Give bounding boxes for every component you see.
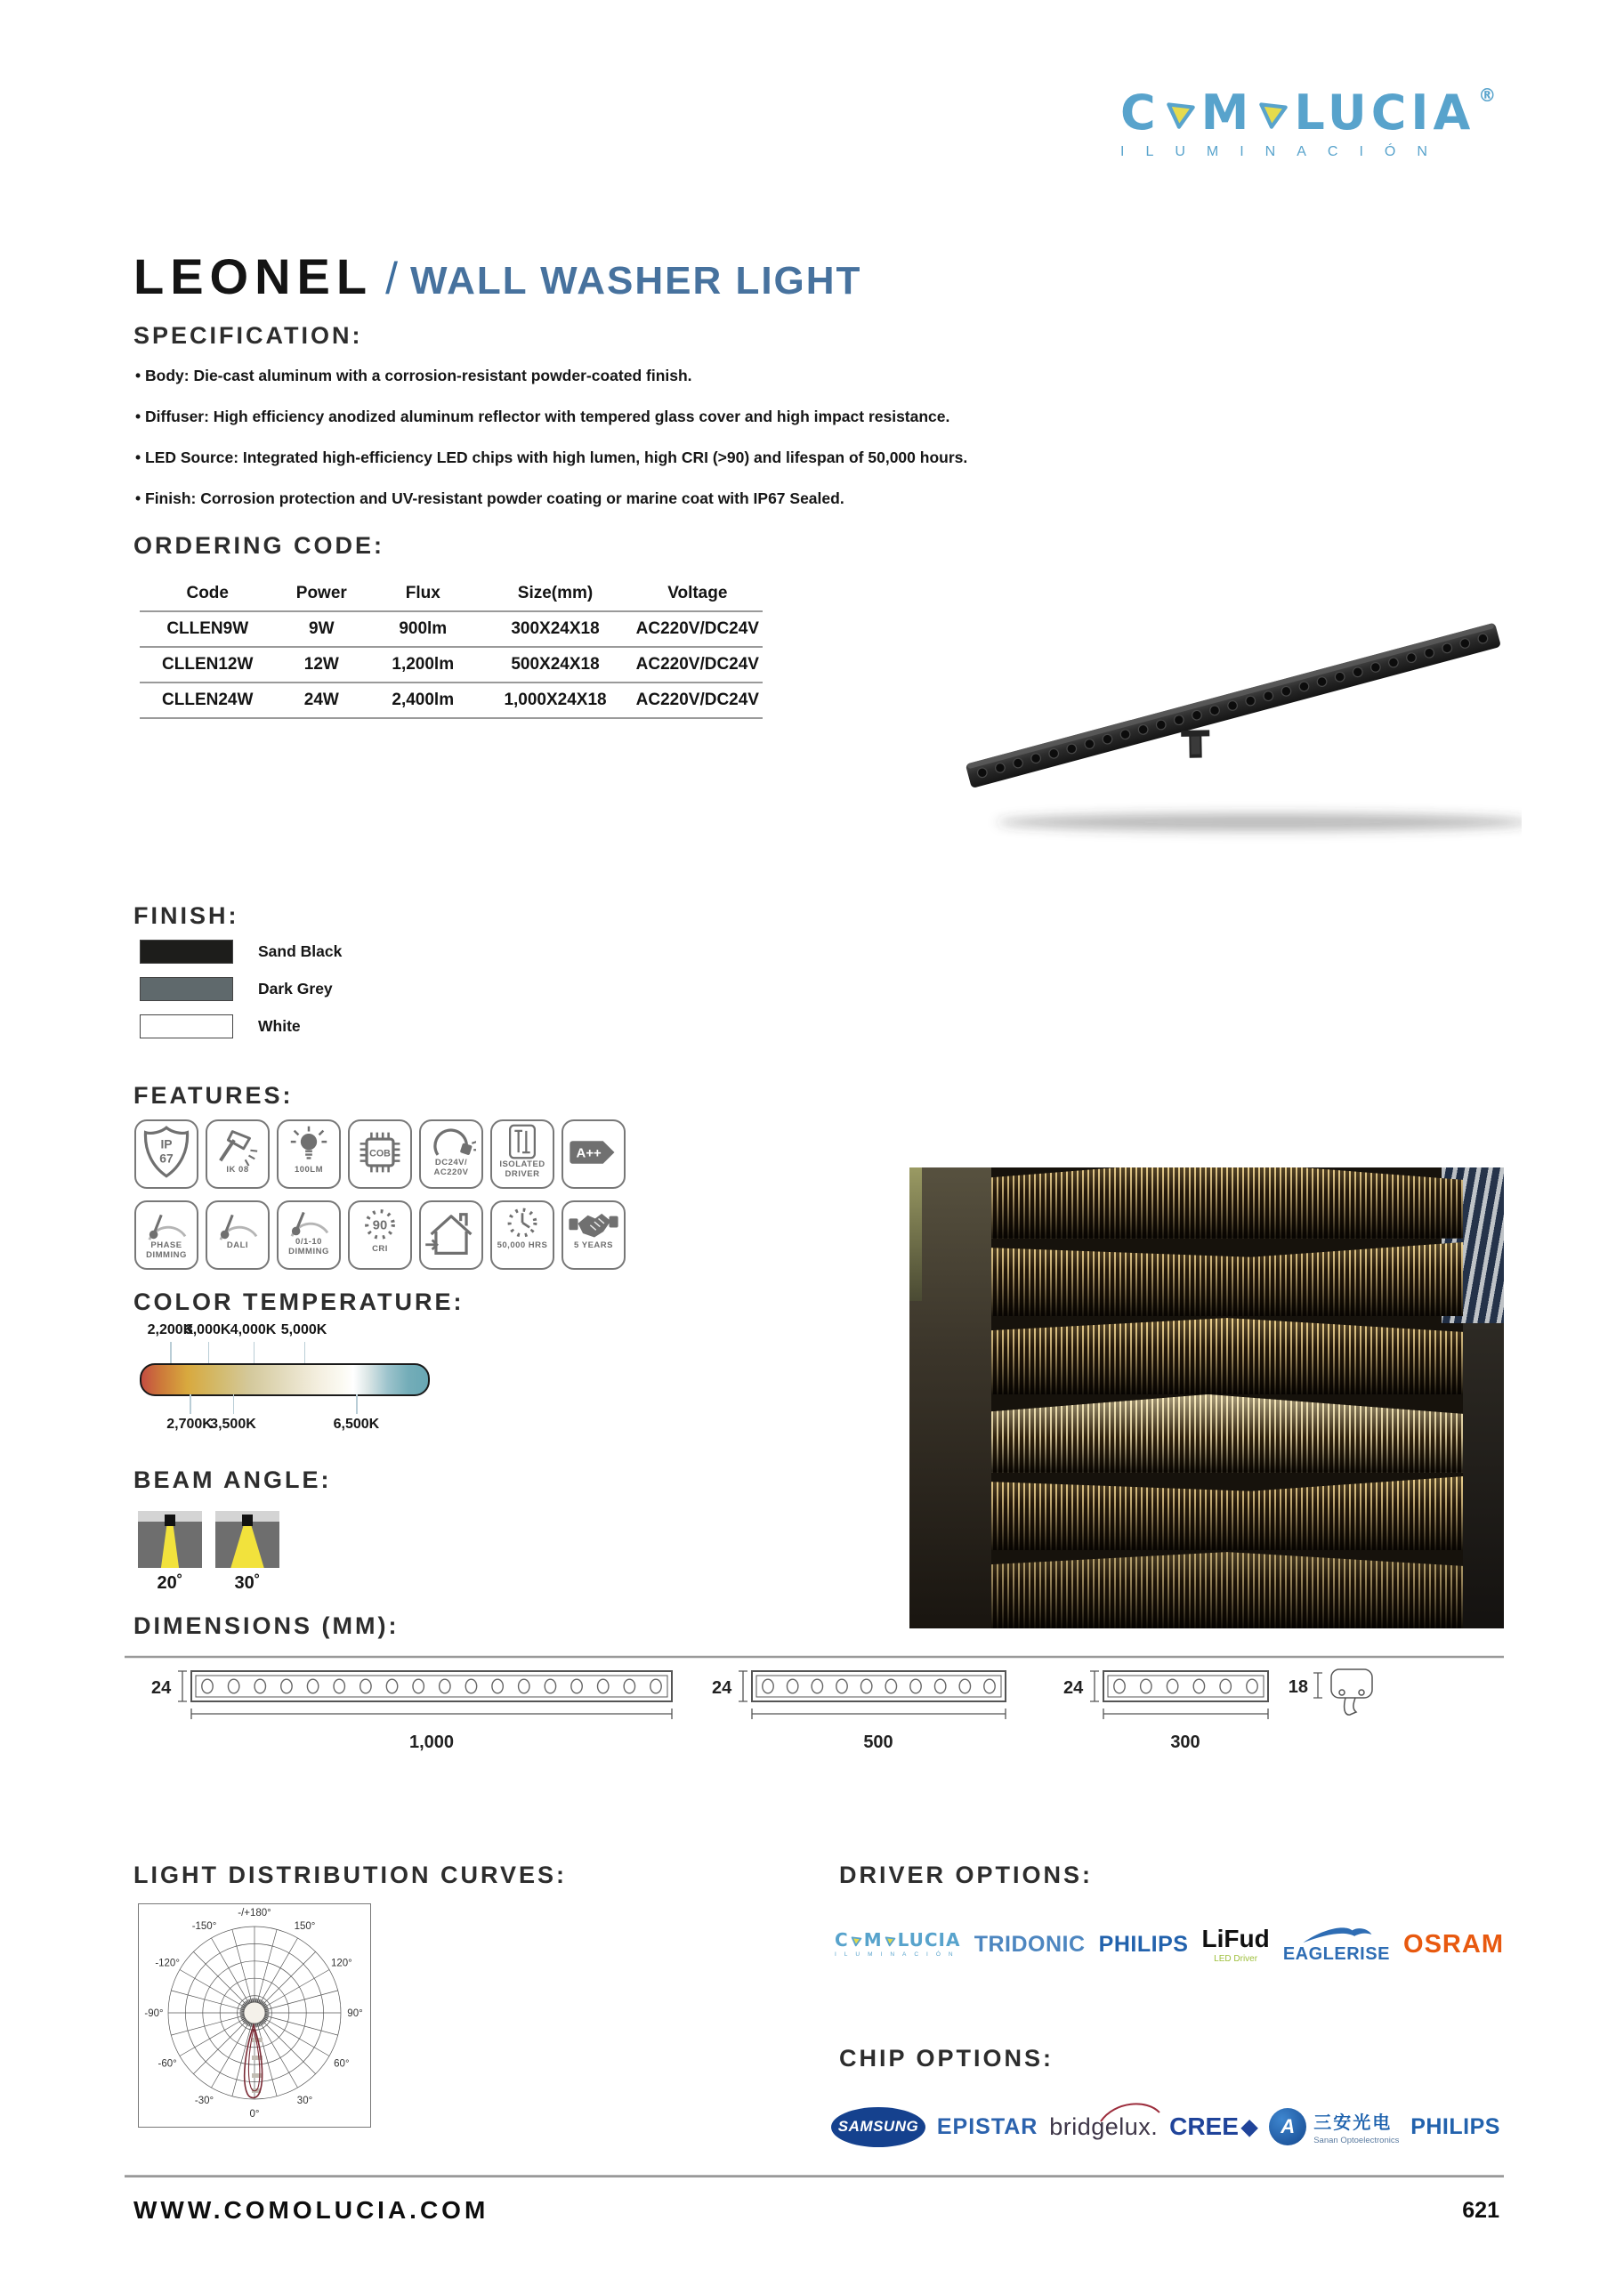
features-heading: FEATURES: bbox=[133, 1082, 294, 1109]
features-grid bbox=[134, 1119, 626, 1270]
ordering-heading: ORDERING CODE: bbox=[133, 532, 385, 559]
svg-text:30°: 30° bbox=[296, 2095, 313, 2106]
dimensions-heading: DIMENSIONS (MM): bbox=[133, 1612, 400, 1639]
driver-options-heading: DRIVER OPTIONS: bbox=[839, 1862, 1094, 1888]
pick-icon bbox=[850, 1935, 863, 1948]
svg-text:COB: COB bbox=[369, 1148, 391, 1159]
energy-label-icon bbox=[565, 1121, 622, 1183]
col-power: Power bbox=[275, 577, 368, 611]
product-name: LEONEL bbox=[133, 248, 374, 304]
footer-divider bbox=[125, 2175, 1504, 2177]
finish-option bbox=[140, 977, 333, 1001]
cob-chip-icon bbox=[351, 1121, 408, 1183]
table-header-row bbox=[140, 577, 763, 611]
polar-chart bbox=[138, 1903, 371, 2128]
color-swatch bbox=[140, 940, 233, 964]
plug-icon bbox=[426, 1121, 476, 1160]
page-number: 621 bbox=[1462, 2198, 1499, 2223]
dimmer-dial-icon bbox=[283, 1202, 335, 1240]
page-title bbox=[133, 247, 861, 305]
cree-logo: CREE ◆ bbox=[1169, 2112, 1258, 2140]
feature-phase-dimming: PHASE DIMMING bbox=[134, 1200, 198, 1270]
svg-text:-/+180°: -/+180° bbox=[238, 1908, 271, 1919]
spec-bullet: • Finish: Corrosion protection and UV-resistant powder coating or marine coat with IP67 Sealed. bbox=[135, 489, 844, 508]
eagle-swoosh-icon bbox=[1298, 1925, 1375, 1944]
finish-option bbox=[140, 1014, 301, 1038]
scale-tick bbox=[170, 1342, 172, 1363]
logo-letter: LUCIA bbox=[1294, 85, 1475, 141]
svg-text:120°: 120° bbox=[330, 1958, 352, 1969]
feature-isolated-driver: ISOLATED DRIVER bbox=[490, 1119, 554, 1189]
scale-tick bbox=[208, 1342, 210, 1363]
hammer-icon bbox=[212, 1121, 263, 1167]
house-icon bbox=[423, 1202, 480, 1264]
scale-tick bbox=[233, 1394, 235, 1414]
spec-bullet: • Body: Die-cast aluminum with a corrosion-resistant powder-coated finish. bbox=[135, 367, 692, 385]
col-size: Size(mm) bbox=[478, 577, 632, 611]
finish-option bbox=[140, 940, 342, 964]
svg-text:150°: 150° bbox=[294, 1921, 316, 1933]
svg-text:67: 67 bbox=[159, 1151, 174, 1166]
footer-website: WWW.COMOLUCIA.COM bbox=[133, 2196, 489, 2224]
clock-icon bbox=[498, 1202, 546, 1243]
svg-text:60°: 60° bbox=[334, 2058, 350, 2070]
color-temperature-heading: COLOR TEMPERATURE: bbox=[133, 1288, 465, 1315]
feature-energy-class bbox=[562, 1119, 626, 1189]
svg-text:18: 18 bbox=[1288, 1677, 1308, 1697]
scale-tick bbox=[304, 1342, 306, 1363]
logo-letter: C bbox=[1120, 85, 1160, 141]
pick-icon bbox=[1162, 96, 1200, 133]
bridgelux-logo: bridgelux. bbox=[1049, 2113, 1158, 2141]
application-photo bbox=[909, 1167, 1504, 1628]
brand-subtitle: ILUMINACIÓN bbox=[1120, 144, 1449, 159]
dimension-drawings bbox=[125, 1655, 1504, 1771]
svg-text:24: 24 bbox=[151, 1678, 172, 1698]
scale-tick bbox=[254, 1342, 255, 1363]
chip-logos-row bbox=[831, 2093, 1500, 2161]
feature-dali: DALI bbox=[206, 1200, 270, 1270]
spec-bullet: • LED Source: Integrated high-efficiency LED chips with high lumen, high CRI (>90) and lifespan of 50,000 hours. bbox=[135, 448, 967, 467]
chip-options-heading: CHIP OPTIONS: bbox=[839, 2045, 1054, 2072]
svg-text:24: 24 bbox=[712, 1678, 732, 1698]
col-code: Code bbox=[140, 577, 275, 611]
photo-lit-tower bbox=[991, 1167, 1463, 1628]
brand-logo bbox=[1120, 85, 1539, 160]
eaglerise-logo: EAGLERISE bbox=[1283, 1925, 1390, 1965]
feature-lifespan: 50,000 HRS bbox=[490, 1200, 554, 1270]
pick-icon bbox=[884, 1935, 897, 1948]
driver-logos-row bbox=[835, 1913, 1504, 1975]
svg-text:-120°: -120° bbox=[155, 1958, 180, 1969]
svg-text:1,000: 1,000 bbox=[408, 1733, 455, 1752]
philips-logo: PHILIPS bbox=[1410, 2113, 1500, 2139]
bridgelux-arc-icon bbox=[1099, 2099, 1163, 2122]
svg-text:IP: IP bbox=[160, 1136, 173, 1151]
svg-text:0°: 0° bbox=[249, 2109, 260, 2120]
svg-text:24: 24 bbox=[1063, 1678, 1084, 1698]
swatch-label: White bbox=[258, 1017, 301, 1035]
feature-cob bbox=[348, 1119, 412, 1189]
kelvin-gradient-bar bbox=[140, 1363, 430, 1396]
feature-voltage: DC24V/ AC220V bbox=[419, 1119, 483, 1189]
svg-text:-60°: -60° bbox=[158, 2058, 177, 2070]
color-swatch bbox=[140, 1014, 233, 1038]
cree-diamond-icon: ◆ bbox=[1240, 2114, 1258, 2139]
svg-text:-30°: -30° bbox=[194, 2095, 214, 2106]
isolated-driver-icon bbox=[499, 1121, 545, 1162]
dimmer-dial-icon bbox=[141, 1202, 192, 1243]
color-temperature-scale: 2,200K 3,000K 4,000K 5,000K 2,700K 3,500K 6,500K bbox=[140, 1317, 426, 1433]
ordering-table bbox=[140, 577, 763, 719]
end-profile bbox=[1331, 1669, 1372, 1715]
feature-cri: 90 CRI bbox=[348, 1200, 412, 1270]
registered-mark: ® bbox=[1478, 85, 1501, 106]
svg-text:90°: 90° bbox=[347, 2008, 363, 2019]
table-row: CLLEN24W 24W 2,400lm 1,000X24X18 AC220V/DC24V bbox=[140, 683, 763, 718]
lifud-logo: LiFud LED Driver bbox=[1201, 1925, 1270, 1964]
table-row: CLLEN9W 9W 900lm 300X24X18 AC220V/DC24V bbox=[140, 611, 763, 647]
title-separator: / bbox=[385, 254, 399, 303]
feature-ik08: IK 08 bbox=[206, 1119, 270, 1189]
swatch-label: Dark Grey bbox=[258, 980, 333, 998]
swatch-label: Sand Black bbox=[258, 942, 343, 960]
dimmer-dial-icon bbox=[212, 1202, 263, 1243]
product-type: WALL WASHER LIGHT bbox=[410, 259, 862, 303]
handshake-icon bbox=[567, 1202, 620, 1243]
beam-curve bbox=[245, 2025, 263, 2098]
epistar-logo: EPISTAR bbox=[936, 2113, 1038, 2139]
feature-0-1-10-dimming: 0/1-10 DIMMING bbox=[277, 1200, 341, 1270]
product-photo bbox=[917, 559, 1522, 844]
logo-letter: M bbox=[1200, 85, 1254, 141]
specification-heading: SPECIFICATION: bbox=[133, 322, 363, 349]
svg-text:-90°: -90° bbox=[144, 2008, 164, 2019]
col-flux: Flux bbox=[368, 577, 478, 611]
sanan-logo: A 三安光电 Sanan Optoelectronics bbox=[1269, 2108, 1399, 2145]
beam-20-icon bbox=[138, 1511, 202, 1568]
samsung-logo: SAMSUNG bbox=[831, 2107, 925, 2147]
pick-icon bbox=[1255, 96, 1292, 133]
sanan-circle-icon: A bbox=[1269, 2108, 1306, 2145]
beam-angle-heading: BEAM ANGLE: bbox=[133, 1466, 332, 1493]
osram-logo: OSRAM bbox=[1403, 1929, 1504, 1959]
brand-wordmark bbox=[1120, 85, 1539, 141]
color-swatch bbox=[140, 977, 233, 1001]
scale-tick bbox=[190, 1394, 191, 1414]
table-row: CLLEN12W 12W 1,200lm 500X24X18 AC220V/DC24V bbox=[140, 647, 763, 683]
light-distribution-heading: LIGHT DISTRIBUTION CURVES: bbox=[133, 1862, 568, 1888]
scale-tick bbox=[356, 1394, 358, 1414]
led-bar-render bbox=[917, 559, 1522, 844]
comolucia-logo: C M LUCIA ILUMINACIÓN bbox=[835, 1929, 961, 1958]
finish-heading: FINISH: bbox=[133, 902, 239, 929]
spec-bullet: • Diffuser: High efficiency anodized aluminum reflector with tempered glass cover and high impact resistance. bbox=[135, 408, 949, 426]
feature-100lm: 100LM bbox=[277, 1119, 341, 1189]
svg-text:500: 500 bbox=[863, 1733, 893, 1752]
svg-text:-150°: -150° bbox=[191, 1921, 217, 1933]
col-voltage: Voltage bbox=[633, 577, 763, 611]
polar-diagram bbox=[139, 1904, 370, 2127]
svg-text:90: 90 bbox=[372, 1218, 388, 1233]
bulb-icon bbox=[283, 1121, 335, 1167]
philips-logo: PHILIPS bbox=[1098, 1931, 1189, 1957]
tridonic-logo: TRIDONIC bbox=[974, 1931, 1086, 1957]
ip67-shield-icon bbox=[138, 1121, 195, 1183]
beam-angle-value: 20˚ bbox=[157, 1573, 183, 1593]
feature-ip67 bbox=[134, 1119, 198, 1189]
cri-circle-icon bbox=[355, 1202, 405, 1247]
svg-text:A++: A++ bbox=[576, 1145, 602, 1161]
feature-warranty: 5 YEARS bbox=[562, 1200, 626, 1270]
beam-30-icon bbox=[215, 1511, 279, 1568]
beam-angle-value: 30˚ bbox=[234, 1573, 261, 1593]
svg-text:300: 300 bbox=[1170, 1733, 1200, 1752]
feature-indoor-outdoor bbox=[419, 1200, 483, 1270]
